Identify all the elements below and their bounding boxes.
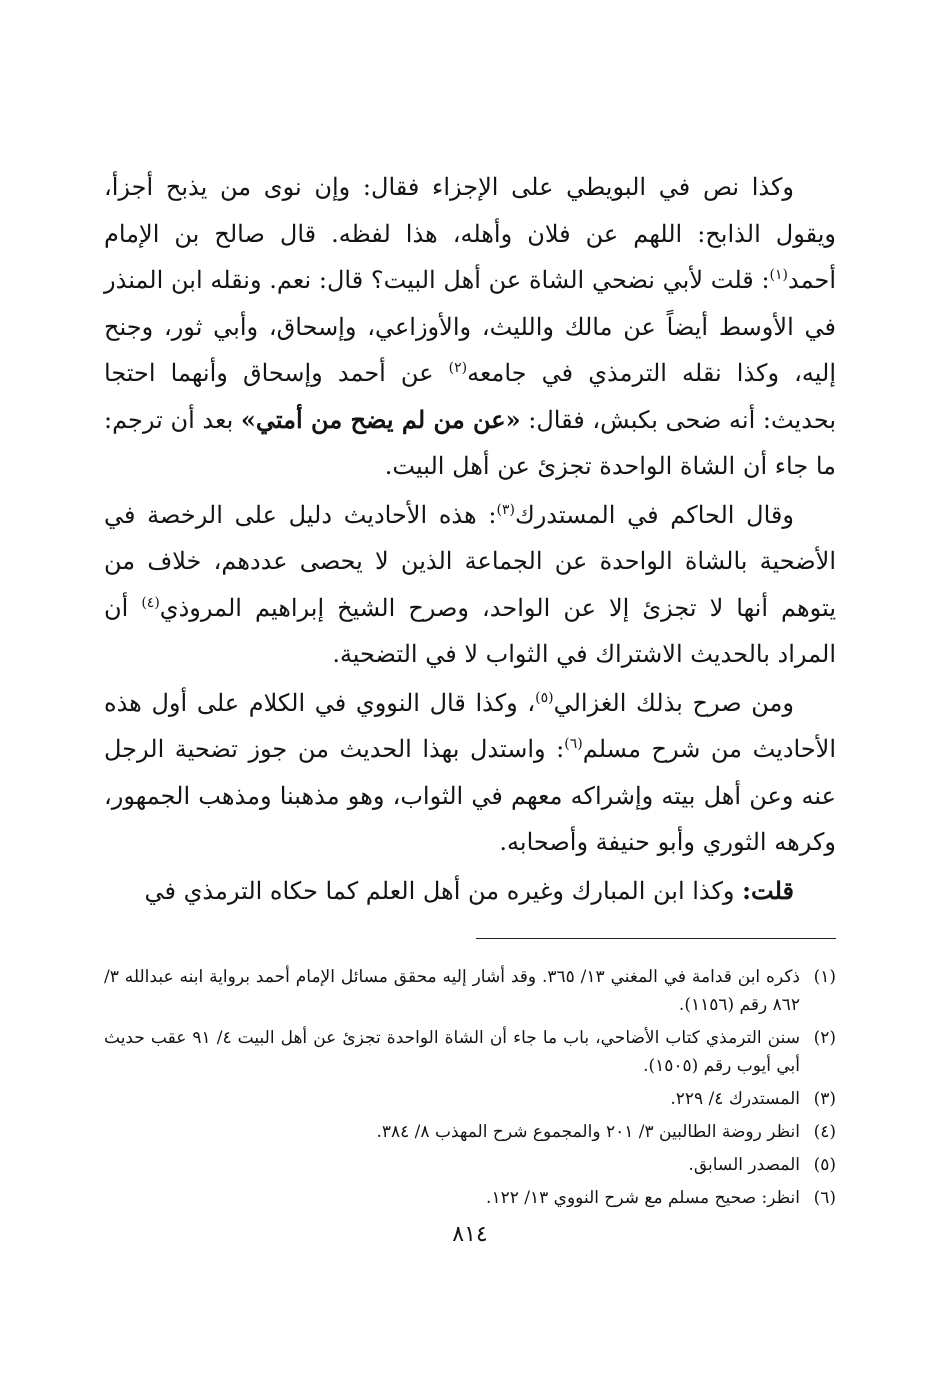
paragraph-3-part-b: ، وكذا قال النووي في الكلام على أول هذه الأحاديث من شرح مسلم (104, 688, 837, 763)
footnote-text: سنن الترمذي كتاب الأضاحي، باب ما جاء أن الشاة الواحدة تجزئ عن أهل البيت ٤/ ٩١ عقب حديث أبي أيوب رقم (١٥٠٥). (104, 1028, 800, 1076)
paragraph-3-part-c: : واستدل بهذا الحديث من جوز تضحية الرجل عنه وعن أهل بيته وإشراكه معهم في الثواب، وهو مذهبنا ومذهب الجمهور، وكرهه الثوري وأبو حنيفة وأصحابه. (104, 735, 836, 856)
paragraph-1-part-c: عن أحمد وإسحاق وأنهما احتجا بحديث: أنه ضحى بكبش، فقال: (104, 359, 837, 434)
paragraph-4-lead: قلت: (742, 875, 794, 905)
paragraph-1-part-a: وكذا نص في البويطي على الإجزاء فقال: وإن نوى من يذبح أجزأ، ويقول الذابح: اللهم عن فلان وأهله، هذا لفظه. قال صالح بن الإمام أحمد (104, 173, 836, 294)
footnote-ref-4[interactable]: (٤) (141, 594, 160, 611)
footnote-text: المصدر السابق. (688, 1155, 800, 1175)
paragraph-2-part-c: أن المراد بالحديث الاشتراك في الثواب لا في التضحية. (104, 593, 836, 668)
footnotes (104, 963, 836, 1212)
paragraph-1 (104, 164, 836, 490)
footnote-text: انظر روضة الطالبين ٣/ ٢٠١ والمجموع شرح المهذب ٨/ ٣٨٤. (376, 1122, 800, 1142)
paragraph-4 (104, 868, 836, 915)
footnote-5 (104, 1151, 836, 1179)
paragraph-2 (104, 492, 836, 678)
footnote-number: (١) (813, 967, 836, 987)
footnote-ref-5[interactable]: (٥) (535, 689, 554, 706)
footnote-separator (476, 938, 836, 939)
paragraph-1-part-b: : قلت لأبي نضحي الشاة عن أهل البيت؟ قال: نعم. ونقله ابن المنذر في الأوسط أيضاً عن مالك والليث، والأوزاعي، وإسحاق، وأبي ثور، وجنح إليه، وكذا نقله الترمذي في جامعه (104, 266, 836, 387)
paragraph-2-part-a: وقال الحاكم في المستدرك (514, 500, 794, 529)
hadith-quote: «عن من لم يضح من أمتي» (240, 404, 521, 434)
paragraph-4-text: وكذا ابن المبارك وغيره من أهل العلم كما حكاه الترمذي في (144, 876, 743, 905)
footnote-ref-3[interactable]: (٣) (496, 501, 515, 518)
footnote-ref-2[interactable]: (٢) (448, 360, 468, 376)
footnote-text: ذكره ابن قدامة في المغني ١٣/ ٣٦٥. وقد أشار إليه محقق مسائل الإمام أحمد برواية ابنه عبدالله ٣/ ٨٦٢ رقم (١١٥٦). (104, 967, 800, 1015)
paragraph-3-part-a: ومن صرح بذلك الغزالي (553, 688, 794, 717)
footnote-6 (104, 1184, 836, 1212)
paragraph-3 (104, 680, 836, 866)
footnote-number: (٣) (813, 1089, 836, 1109)
footnote-number: (٦) (813, 1188, 836, 1208)
footnote-text: المستدرك ٤/ ٢٢٩. (670, 1089, 800, 1109)
footnote-number: (٥) (813, 1155, 836, 1175)
paragraph-2-part-b: : هذه الأحاديث دليل على الرخصة في الأضحية بالشاة الواحدة عن الجماعة الذين لا يحصى عددهم، خلاف من يتوهم أنها لا تجزئ إلا عن الواحد، وصرح الشيخ إبراهيم المروذي (104, 500, 836, 622)
footnote-number: (٤) (813, 1122, 836, 1142)
footnote-ref-6[interactable]: (٦) (564, 736, 583, 752)
footnote-1 (104, 963, 836, 1019)
footnote-text: انظر: صحيح مسلم مع شرح النووي ١٣/ ١٢٢. (486, 1188, 800, 1208)
footnote-4 (104, 1118, 836, 1146)
page-number: ٨١٤ (452, 1222, 488, 1247)
paragraph-1-part-d: بعد أن ترجم: ما جاء أن الشاة الواحدة تجزئ عن أهل البيت. (104, 405, 836, 480)
main-text (104, 164, 836, 914)
footnote-2 (104, 1024, 836, 1080)
footnote-3 (104, 1085, 836, 1113)
footnote-ref-1[interactable]: (١) (769, 267, 789, 283)
footnote-number: (٢) (813, 1028, 836, 1048)
